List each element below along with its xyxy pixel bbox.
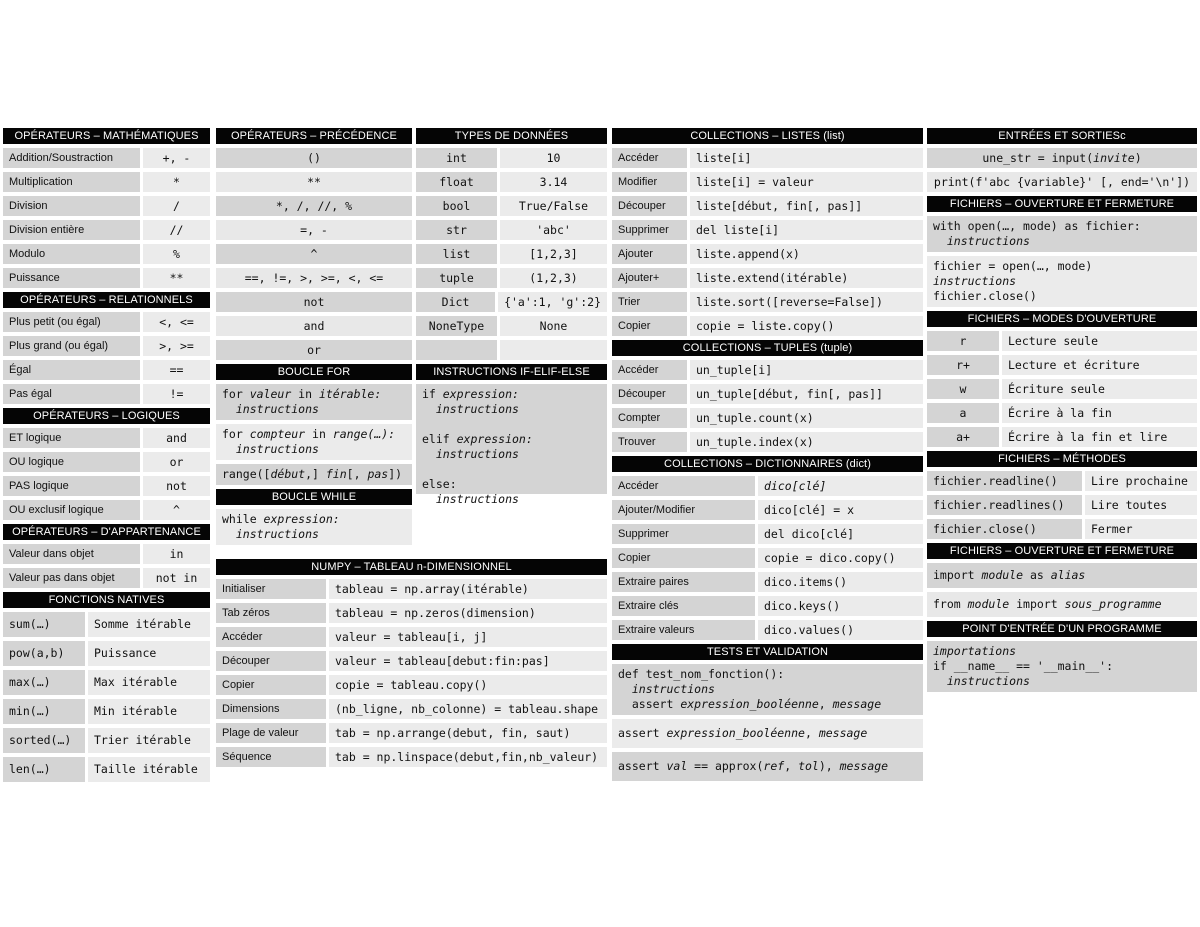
section-header-boucle-for: BOUCLE FOR [216, 364, 412, 380]
table-row: Compter un_tuple.count(x) [612, 408, 923, 428]
table-row: Addition/Soustraction +, - [3, 148, 210, 168]
table-row: float 3.14 [416, 172, 607, 192]
section-header-natives: FONCTIONS NATIVES [3, 592, 210, 608]
section-header-ifelse: INSTRUCTIONS IF-ELIF-ELSE [416, 364, 607, 380]
table-row: ^ [216, 244, 412, 264]
table-row: Multiplication * [3, 172, 210, 192]
table-row: a+ Écrire à la fin et lire [927, 427, 1197, 447]
table-row: Modifier liste[i] = valeur [612, 172, 923, 192]
section-header-op-app: OPÉRATEURS – D'APPARTENANCE [3, 524, 210, 540]
section-header-op-log: OPÉRATEURS – LOGIQUES [3, 408, 210, 424]
table-row: r+ Lecture et écriture [927, 355, 1197, 375]
table-row: une_str = input(invite) [927, 148, 1197, 168]
table-row: import module as alias [927, 563, 1197, 588]
section-header-op-math: OPÉRATEURS – MATHÉMATIQUES [3, 128, 210, 144]
section-header-methods: FICHIERS – MÉTHODES [927, 451, 1197, 467]
table-row: or [216, 340, 412, 360]
table-row: Pas égal != [3, 384, 210, 404]
table-row: PAS logique not [3, 476, 210, 496]
column-4 [927, 128, 1197, 696]
table-row: Supprimer del dico[clé] [612, 524, 923, 544]
table-row: OU logique or [3, 452, 210, 472]
code-block-with-open: with open(…, mode) as fichier: instructions [927, 216, 1197, 252]
code-block-main-entry: importations if __name__ == '__main__': instructions [927, 641, 1197, 692]
table-row: Accéder un_tuple[i] [612, 360, 923, 380]
table-row: ET logique and [3, 428, 210, 448]
table-row: Accéder dico[clé] [612, 476, 923, 496]
table-row: Valeur pas dans objet not in [3, 568, 210, 588]
table-row: w Écriture seule [927, 379, 1197, 399]
table-row: Extraire clés dico.keys() [612, 596, 923, 616]
table-row: Extraire paires dico.items() [612, 572, 923, 592]
column-2-right [416, 128, 607, 506]
table-row: Ajouter+ liste.extend(itérable) [612, 268, 923, 288]
code-block-open-close: fichier = open(…, mode) instructions fichier.close() [927, 256, 1197, 307]
table-row: Découper valeur = tableau[debut:fin:pas] [216, 651, 607, 671]
table-row: Découper liste[début, fin[, pas]] [612, 196, 923, 216]
section-header-op-rel: OPÉRATEURS – RELATIONNELS [3, 292, 210, 308]
table-row: Puissance ** [3, 268, 210, 288]
table-row: Copier copie = liste.copy() [612, 316, 923, 336]
table-row: Division / [3, 196, 210, 216]
table-row: Extraire valeurs dico.values() [612, 620, 923, 640]
section-header-files-open: FICHIERS – OUVERTURE ET FERMETURE [927, 196, 1197, 212]
table-row: Supprimer del liste[i] [612, 220, 923, 240]
table-row: Dict {'a':1, 'g':2} [416, 292, 607, 312]
code-block-for-compteur: for compteur in range(…): instructions [216, 424, 412, 460]
table-row: fichier.close() Fermer [927, 519, 1197, 539]
table-row: fichier.readline() Lire prochaine [927, 471, 1197, 491]
table-row: Trier liste.sort([reverse=False]) [612, 292, 923, 312]
table-row: *, /, //, % [216, 196, 412, 216]
op-math-table [3, 148, 210, 288]
table-row: and [216, 316, 412, 336]
numpy-section [216, 559, 607, 771]
table-row: OU exclusif logique ^ [3, 500, 210, 520]
table-row: print(f'abc {variable}' [, end='\n']) [927, 172, 1197, 192]
table-row: Accéder liste[i] [612, 148, 923, 168]
table-row: Valeur dans objet in [3, 544, 210, 564]
table-row-empty [416, 340, 607, 360]
table-row: sorted(…) Trier itérable [3, 728, 210, 753]
table-row: Tab zéros tableau = np.zeros(dimension) [216, 603, 607, 623]
table-row: Accéder valeur = tableau[i, j] [216, 627, 607, 647]
column-3 [612, 128, 923, 785]
table-row: pow(a,b) Puissance [3, 641, 210, 666]
table-row: Initialiser tableau = np.array(itérable) [216, 579, 607, 599]
table-row: Séquence tab = np.linspace(debut,fin,nb_valeur) [216, 747, 607, 767]
section-header-numpy: NUMPY – TABLEAU n-DIMENSIONNEL [216, 559, 607, 575]
table-row: Copier copie = dico.copy() [612, 548, 923, 568]
table-row: sum(…) Somme itérable [3, 612, 210, 637]
column-1 [3, 128, 210, 786]
table-row: Plus grand (ou égal) >, >= [3, 336, 210, 356]
table-row: tuple (1,2,3) [416, 268, 607, 288]
section-header-imports: FICHIERS – OUVERTURE ET FERMETURE [927, 543, 1197, 559]
section-header-op-prec: OPÉRATEURS – PRÉCÉDENCE [216, 128, 412, 144]
section-header-boucle-while: BOUCLE WHILE [216, 489, 412, 505]
table-row: Division entière // [3, 220, 210, 240]
table-row: ** [216, 172, 412, 192]
table-row: min(…) Min itérable [3, 699, 210, 724]
table-row: not [216, 292, 412, 312]
table-row: len(…) Taille itérable [3, 757, 210, 782]
table-row: r Lecture seule [927, 331, 1197, 351]
table-row: Copier copie = tableau.copy() [216, 675, 607, 695]
column-2-left [216, 128, 412, 549]
section-header-types: TYPES DE DONNÉES [416, 128, 607, 144]
table-row: Trouver un_tuple.index(x) [612, 432, 923, 452]
table-row: Égal == [3, 360, 210, 380]
table-row: Plage de valeur tab = np.arrange(debut, fin, saut) [216, 723, 607, 743]
section-header-tests: TESTS ET VALIDATION [612, 644, 923, 660]
table-row: NoneType None [416, 316, 607, 336]
code-block-test-function: def test_nom_fonction(): instructions assert expression_booléenne, message [612, 664, 923, 715]
section-header-listes: COLLECTIONS – LISTES (list) [612, 128, 923, 144]
table-row: bool True/False [416, 196, 607, 216]
table-row: max(…) Max itérable [3, 670, 210, 695]
table-row: list [1,2,3] [416, 244, 607, 264]
table-row: int 10 [416, 148, 607, 168]
table-row: str 'abc' [416, 220, 607, 240]
table-row: fichier.readlines() Lire toutes [927, 495, 1197, 515]
section-header-entry: POINT D'ENTRÉE D'UN PROGRAMME [927, 621, 1197, 637]
table-row: ==, !=, >, >=, <, <= [216, 268, 412, 288]
code-block-while: while expression: instructions [216, 509, 412, 545]
table-row: () [216, 148, 412, 168]
table-row: Plus petit (ou égal) <, <= [3, 312, 210, 332]
code-block-assert-approx: assert val == approx(ref, tol), message [612, 752, 923, 781]
section-header-dicts: COLLECTIONS – DICTIONNAIRES (dict) [612, 456, 923, 472]
section-header-modes: FICHIERS – MODES D'OUVERTURE [927, 311, 1197, 327]
code-block-for-valeur: for valeur in itérable: instructions [216, 384, 412, 420]
table-row: Dimensions (nb_ligne, nb_colonne) = tableau.shape [216, 699, 607, 719]
code-block-range: range([début,] fin[, pas]) [216, 464, 412, 485]
section-header-io: ENTRÉES ET SORTIESc [927, 128, 1197, 144]
code-block-assert: assert expression_booléenne, message [612, 719, 923, 748]
table-row: a Écrire à la fin [927, 403, 1197, 423]
table-row: Modulo % [3, 244, 210, 264]
table-row: from module import sous_programme [927, 592, 1197, 617]
table-row: =, - [216, 220, 412, 240]
table-row: Ajouter/Modifier dico[clé] = x [612, 500, 923, 520]
table-row: Découper un_tuple[début, fin[, pas]] [612, 384, 923, 404]
section-header-tuples: COLLECTIONS – TUPLES (tuple) [612, 340, 923, 356]
code-block-if-elif-else: if expression: instructions elif expression: instructions else: instructions [416, 384, 607, 494]
table-row: Ajouter liste.append(x) [612, 244, 923, 264]
